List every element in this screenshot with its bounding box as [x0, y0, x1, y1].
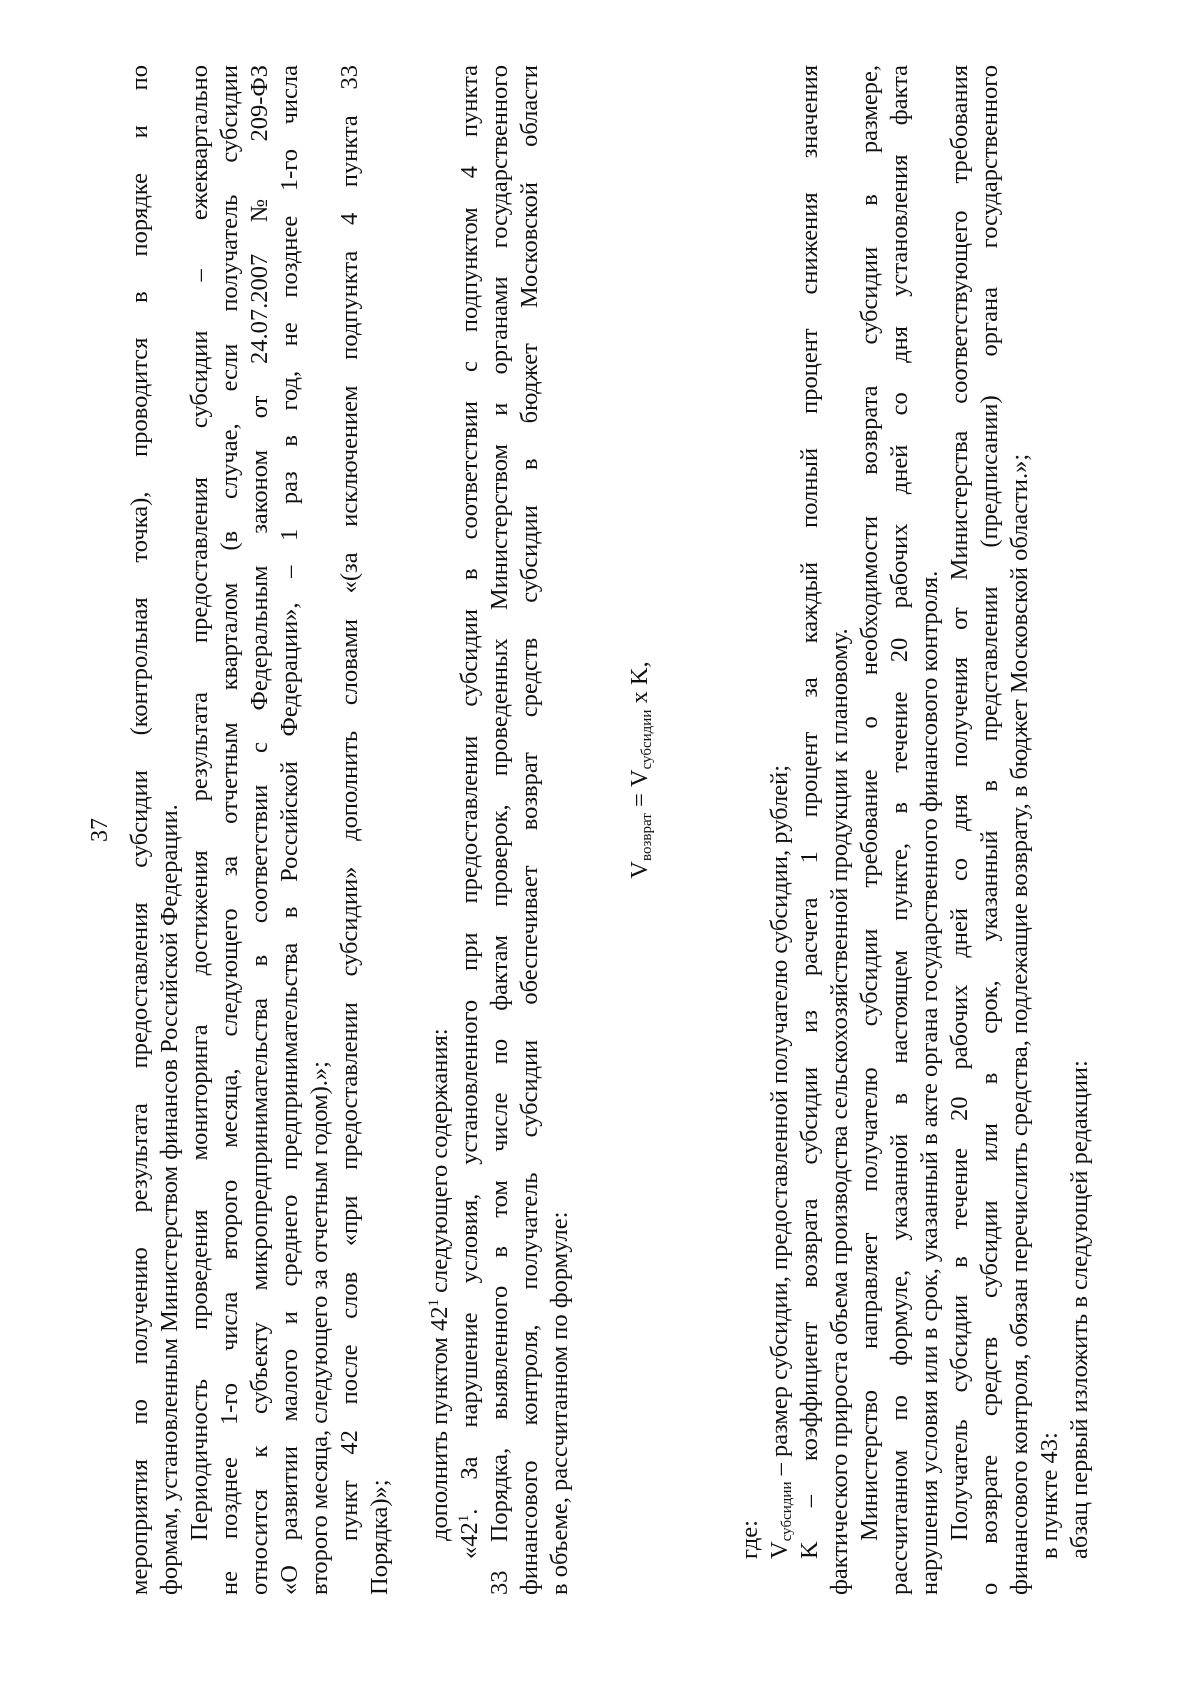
- text-line: K – коэффициент возврата субсидии из расчета 1 процент за каждый полный процент снижения значения: [796, 65, 823, 1559]
- text-line: нарушения условия или в срок, указанный в акте органа государственного финансового контроля.: [916, 570, 943, 1595]
- text-line: 33 Порядка, выявленного в том числе по фактам проверок, проведенных Министерством и органами государственного: [486, 65, 513, 1595]
- text-line: второго месяца, следующего за отчетным годом).»;: [306, 1061, 333, 1595]
- paragraph-point-42-1: [455, 65, 575, 1595]
- paragraph-periodicity: [185, 65, 335, 1595]
- text-line: где:: [736, 1520, 763, 1559]
- superscript: 1: [426, 1298, 442, 1307]
- text-line: абзац первый изложить в следующей редакции:: [1066, 1060, 1093, 1559]
- formula-rest: х K,: [626, 661, 653, 710]
- text-line: о возврате средств субсидии или в срок, указанный в представлении (предписании) органа государственного: [976, 65, 1003, 1595]
- text-line: Периодичность проведения мониторинга достижения результата предоставления субсидии – ежеквартально: [186, 65, 213, 1541]
- text-line: фактического прироста объема производства сельскохозяйственной продукции к плановому.: [826, 628, 853, 1595]
- text-line: финансового контроля, обязан перечислить средства, подлежащие возврату, в бюджет Московской области.»;: [1006, 453, 1033, 1595]
- def-v: V: [766, 1541, 793, 1559]
- text-line: Министерство направляет получателю субсидии требование о необходимости возврата субсидии в размере,: [856, 65, 883, 1541]
- formula: [625, 65, 655, 1475]
- add-point-before: дополнить пунктом 42: [426, 1306, 453, 1541]
- paragraph-recipient: [945, 65, 1035, 1595]
- text-line: рассчитанном по формуле, указанной в настоящем пункте, в течение 20 рабочих дней со дня установления факта: [886, 65, 913, 1595]
- text-line: относится к субъекту микропредпринимательства в соответствии с Федеральным законом от 24.07.2007 № 209-ФЗ: [246, 65, 273, 1595]
- def-v-sub: субсидии: [779, 1481, 795, 1542]
- text-line: [765, 65, 795, 1595]
- text-line: финансового контроля, получатель субсидии обеспечивает возврат средств субсидии в бюджет Московской области: [516, 65, 543, 1595]
- paragraph-add-point: [425, 65, 455, 1595]
- text-line: Порядка)»;: [366, 1479, 393, 1595]
- text-line: Получатель субсидии в течение 20 рабочих дней со дня получения от Министерства соответствующего требования: [946, 65, 973, 1541]
- formula-sub-subsidy: субсидии: [639, 709, 655, 770]
- paragraph-point-42: [335, 65, 395, 1595]
- text-line: [455, 65, 485, 1595]
- spacer: [575, 65, 625, 1595]
- superscript: 1: [456, 1514, 472, 1523]
- spacer: [655, 65, 705, 1595]
- text-line: мероприятия по получению результата предоставления субсидии (контрольная точка), проводится в порядке и по: [126, 65, 153, 1595]
- text-line: [425, 65, 455, 1595]
- formula-sub-return: возврат: [639, 813, 655, 861]
- formula-eq: = V: [626, 769, 653, 814]
- point-first-rest: . За нарушение условия, установленного при предоставлении субсидии в соответствии с подпунктом 4 пункта: [456, 65, 483, 1515]
- point-open: «42: [456, 1522, 483, 1559]
- formula-v: V: [626, 860, 653, 879]
- spacer: [705, 65, 735, 1595]
- text-line: в пункте 43:: [1036, 1432, 1063, 1559]
- def-v-text: – размер субсидии, предоставленной получателю субсидии, рублей;: [766, 765, 793, 1482]
- paragraph-definitions: [735, 65, 855, 1595]
- text-line: не позднее 1-го числа второго месяца, следующего за отчетным кварталом (в случае, если получатель субсидии: [216, 65, 243, 1595]
- page-number: 37: [87, 818, 113, 842]
- paragraph-monitoring-forms: [125, 65, 185, 1595]
- rotated-content: [87, 65, 1125, 1595]
- paragraph-ministry: [855, 65, 945, 1595]
- paragraph-point-43: [1035, 65, 1095, 1595]
- text-line: формам, установленным Министерством финансов Российской Федерации.: [156, 804, 183, 1595]
- add-point-after: следующего содержания:: [426, 1028, 453, 1299]
- spacer: [395, 65, 425, 1595]
- text-line: в объеме, рассчитанном по формуле:: [546, 1211, 573, 1595]
- text-line: «О развитии малого и среднего предпринимательства в Российской Федерации», – 1 раз в год, не позднее 1-го числа: [276, 65, 303, 1595]
- text-line: пункт 42 после слов «при предоставлении субсидии» дополнить словами «(за исключением подпункта 4 пункта 33: [336, 65, 363, 1541]
